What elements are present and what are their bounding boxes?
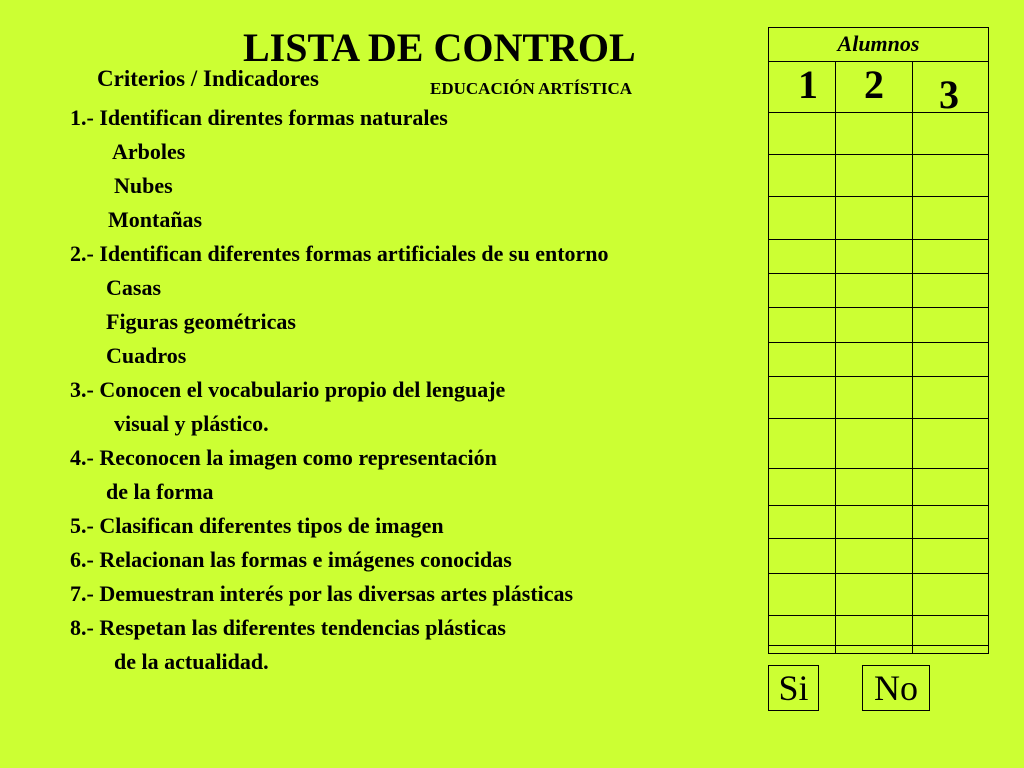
criterion-8: 8.- Respetan las diferentes tendencias plásticas [70, 615, 506, 640]
criterion-6: 6.- Relacionan las formas e imágenes conocidas [70, 547, 512, 572]
criterion-1-arboles: Arboles [112, 139, 186, 164]
page-title: LISTA DE CONTROL [243, 25, 636, 70]
grid-row-line [769, 342, 988, 343]
grid-row-line [769, 615, 988, 616]
subject-label: EDUCACIÓN ARTÍSTICA [430, 79, 633, 98]
student-2-label: 2 [864, 62, 884, 107]
criterion-1-montanas: Montañas [108, 207, 203, 232]
criterion-3-cont: visual y plástico. [114, 411, 269, 436]
criterion-1-nubes: Nubes [114, 173, 173, 198]
grid-row-line [769, 505, 988, 506]
grid-row-line [769, 307, 988, 308]
students-header: Alumnos [837, 31, 920, 56]
grid-row-line [769, 538, 988, 539]
criterion-5: 5.- Clasifican diferentes tipos de imagen [70, 513, 444, 538]
student-grid [768, 27, 989, 654]
grid-row-line [769, 573, 988, 574]
grid-row-line [769, 239, 988, 240]
grid-row-line [769, 154, 988, 155]
criterion-2-casas: Casas [106, 275, 162, 300]
criterion-8-cont: de la actualidad. [114, 649, 269, 674]
student-1-label: 1 [798, 62, 818, 107]
grid-row-line [769, 273, 988, 274]
no-button[interactable]: No [862, 665, 930, 711]
student-3-label: 3 [939, 72, 959, 117]
criterion-4: 4.- Reconocen la imagen como representación [70, 445, 497, 470]
criteria-heading: Criterios / Indicadores [97, 66, 319, 91]
criteria-list [70, 101, 609, 679]
grid-column-divider [912, 61, 913, 653]
criterion-4-cont: de la forma [106, 479, 214, 504]
grid-column-divider [835, 61, 836, 653]
grid-row-line [769, 468, 988, 469]
criterion-3: 3.- Conocen el vocabulario propio del lenguaje [70, 377, 506, 402]
yes-button[interactable]: Si [768, 665, 819, 711]
grid-row-line [769, 645, 988, 646]
criterion-1: 1.- Identifican direntes formas naturales [70, 105, 448, 130]
grid-row-line [769, 196, 988, 197]
grid-row-line [769, 376, 988, 377]
grid-row-line [769, 418, 988, 419]
criterion-7: 7.- Demuestran interés por las diversas artes plásticas [70, 581, 574, 606]
criterion-2-figuras: Figuras geométricas [106, 309, 296, 334]
grid-row-line [769, 112, 988, 113]
criterion-2-cuadros: Cuadros [106, 343, 187, 368]
criterion-2: 2.- Identifican diferentes formas artificiales de su entorno [70, 241, 609, 266]
